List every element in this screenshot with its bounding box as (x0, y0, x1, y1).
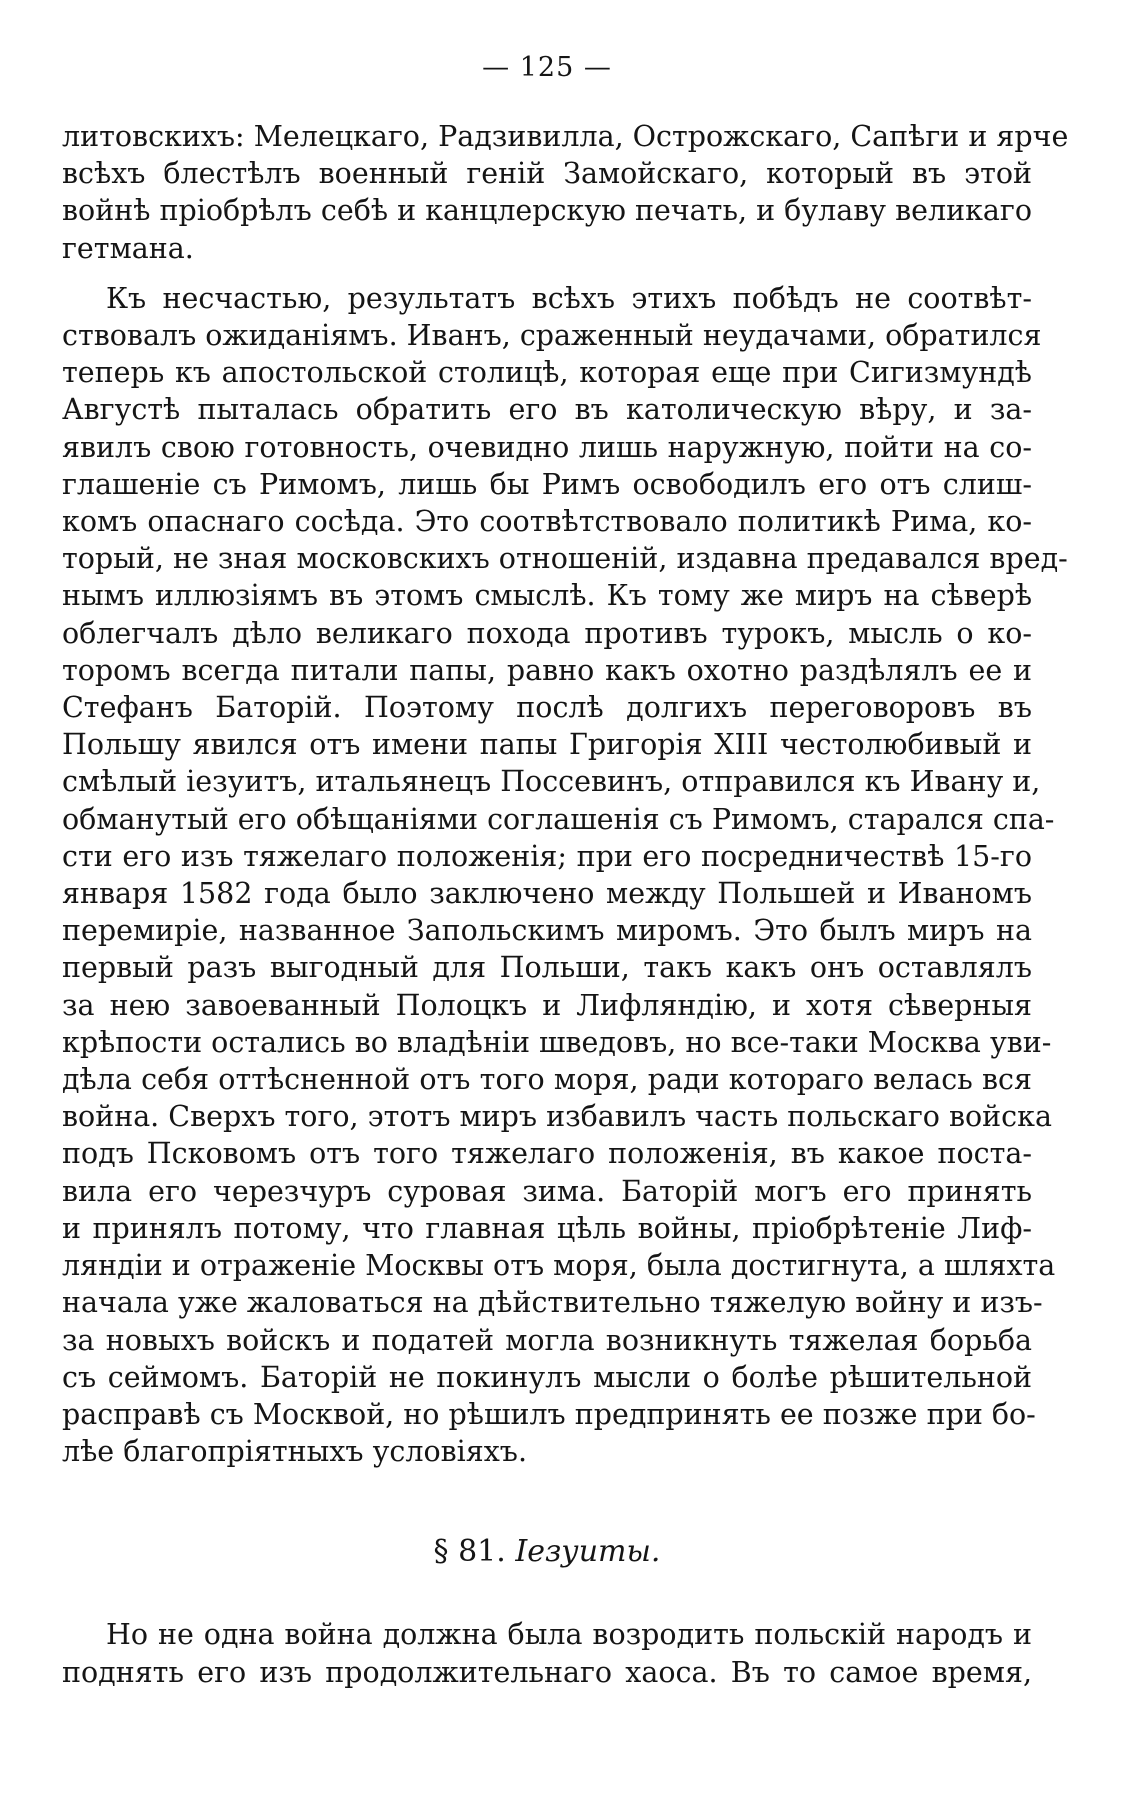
text-line: торый, не зная московскихъ отношенiй, издавна предавался вред- (62, 542, 1068, 576)
text-line: смѣлый iезуитъ, итальянецъ Поссевинъ, отправился къ Ивану и, (62, 765, 1041, 799)
text-line: и принялъ потому, что главная цѣль войны, прiобрѣтенiе Лиф- (62, 1211, 1032, 1245)
text-line: начала уже жаловаться на дѣйствительно тяжелую войну и изъ- (62, 1286, 1043, 1320)
paragraph-1 (62, 118, 1069, 267)
text-line: ляндiи и отраженiе Москвы отъ моря, была достигнута, а шляхта (62, 1249, 1056, 1283)
text-line: Августѣ пыталась обратить его въ католическую вѣру, и за- (62, 393, 1032, 427)
text-line: комъ опаснаго сосѣда. Это соотвѣтствовало политикѣ Рима, ко- (62, 505, 1032, 539)
section-title: Iезуиты. (515, 1534, 661, 1570)
text-line: Но не одна война должна была возродить польскiй народъ и (106, 1618, 1032, 1652)
text-line: Стефанъ Баторiй. Поэтому послѣ долгихъ переговоровъ въ (62, 691, 1032, 725)
text-line: поднять его изъ продолжительнаго хаоса. Въ то самое время, (62, 1655, 1032, 1689)
text-line: расправѣ съ Москвой, но рѣшилъ предпринять ее позже при бо- (62, 1397, 1036, 1431)
text-line: лѣе благопрiятныхъ условiяхъ. (62, 1435, 528, 1469)
paragraph-2 (62, 280, 1068, 1471)
text-line: всѣхъ блестѣлъ военный генiй Замойскаго, который въ этой (62, 157, 1032, 191)
text-line: война. Сверхъ того, этотъ миръ избавилъ часть польскаго войска (62, 1100, 1052, 1134)
text-line: литовскихъ: Мелецкаго, Радзивилла, Острожскаго, Сапѣги и ярче (62, 120, 1069, 153)
text-line: дѣла себя оттѣсненной отъ того моря, ради котораго велась вся (62, 1063, 1032, 1097)
text-line: глашенiе съ Римомъ, лишь бы Римъ освободилъ его отъ слиш- (62, 467, 1032, 501)
text-line: за нею завоеванный Полоцкъ и Лифляндiю, и хотя сѣверныя (62, 988, 1032, 1022)
text-line: облегчалъ дѣло великаго похода противъ турокъ, мысль о ко- (62, 616, 1032, 650)
section-heading (62, 1532, 1032, 1572)
text-line: за новыхъ войскъ и податей могла возникнуть тяжелая борьба (62, 1323, 1032, 1357)
text-line: Польшу явился отъ имени папы Григорiя XIII честолюбивый и (62, 728, 1032, 762)
text-line: съ сеймомъ. Баторiй не покинулъ мысли о болѣе рѣшительной (62, 1360, 1032, 1394)
text-line: теперь къ апостольской столицѣ, которая еще при Сигизмундѣ (62, 356, 1032, 390)
text-line: крѣпости остались во владѣнiи шведовъ, но все-таки Москва уви- (62, 1025, 1052, 1059)
book-page (62, 48, 1069, 1691)
text-line: нымъ иллюзiямъ въ этомъ смыслѣ. Къ тому же миръ на сѣверѣ (62, 579, 1032, 613)
section-number: § 81. (433, 1534, 506, 1570)
text-line: сти его изъ тяжелаго положенiя; при его посредничествѣ 15-го (62, 839, 1032, 873)
text-line: торомъ всегда питали папы, равно какъ охотно раздѣлялъ ее и (62, 653, 1032, 687)
text-line: Къ несчастью, результатъ всѣхъ этихъ побѣдъ не соотвѣт- (106, 281, 1032, 315)
text-line: подъ Псковомъ отъ того тяжелаго положенiя, въ какое поста- (62, 1137, 1032, 1171)
text-line: января 1582 года было заключено между Польшей и Иваномъ (62, 877, 1032, 911)
text-line: обманутый его обѣщанiями соглашенiя съ Римомъ, старался спа- (62, 802, 1055, 836)
paragraph-3 (62, 1616, 1032, 1690)
text-line: явилъ свою готовность, очевидно лишь наружную, пойти на со- (62, 430, 1032, 464)
text-line: гетмана. (62, 231, 194, 265)
text-line: ствовалъ ожиданiямъ. Иванъ, сраженный неудачами, обратился (62, 319, 1042, 353)
text-line: войнѣ прiобрѣлъ себѣ и канцлерскую печать, и булаву великаго (62, 194, 1032, 228)
text-line: первый разъ выгодный для Польши, такъ какъ онъ оставлялъ (62, 951, 1032, 985)
page-number: — 125 — (482, 52, 612, 83)
text-line: перемирiе, названное Запольскимъ миромъ. Это былъ миръ на (62, 914, 1032, 948)
text-line: вила его черезчуръ суровая зима. Баторiй могъ его принять (62, 1174, 1032, 1208)
